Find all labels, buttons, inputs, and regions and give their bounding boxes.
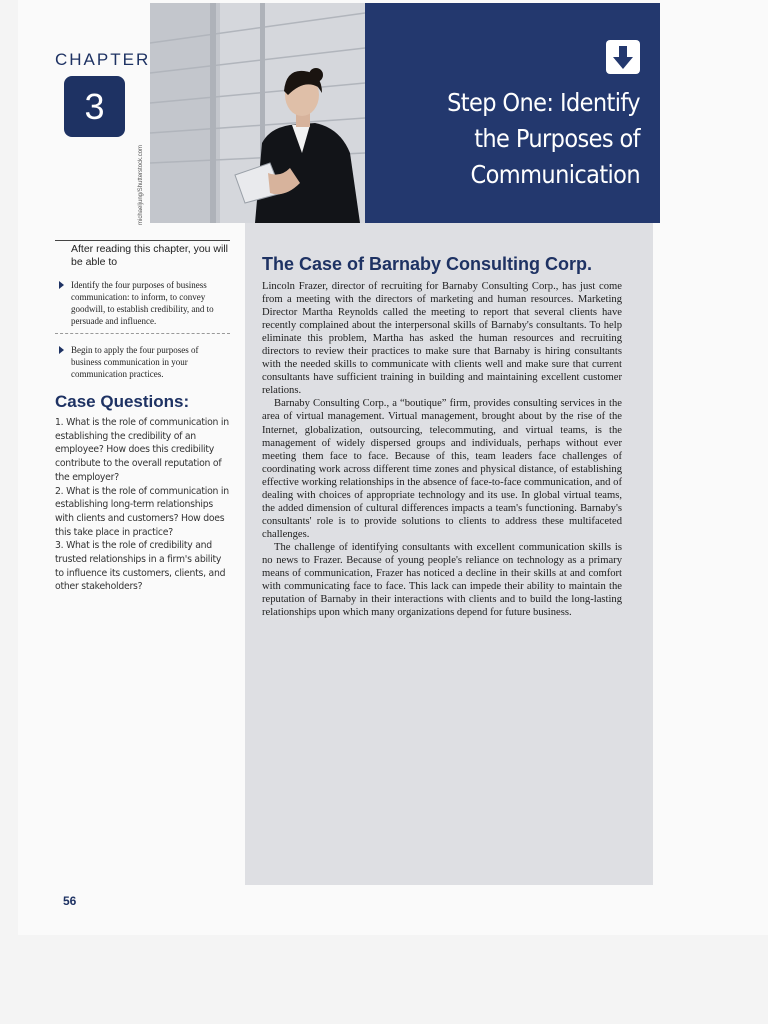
case-paragraph: Lincoln Frazer, director of recruiting for Barnaby Consulting Corp., has just come from a meeting with the directors of marketing and human resources. Marketing Director Martha Reynolds called the meeting to report that several clients have recently complained about the interpersonal skills of Barnaby's consultants. To help eliminate this problem, Martha has asked the human resources and recruiting directors to review their practices to make sure that Barnaby is hiring consultants with the needed skills to communicate with clients well and make sure that current consultants have sufficient training in building and maintaining excellent customer relations. (262, 281, 622, 397)
case-question: 1. What is the role of communication in establishing the credibility of an employee? How does this credibility contribute to the overall reputation of the employer? (55, 417, 229, 483)
chapter-title-line: Step One: Identify (447, 88, 640, 117)
case-title: The Case of Barnaby Consulting Corp. (262, 254, 593, 274)
triangle-bullet-icon (59, 281, 64, 289)
case-body (262, 280, 622, 619)
case-paragraph: The challenge of identifying consultants with excellent communication skills is no news to Frazer. Because of young people's reliance on technology as a primary means of communication, Frazer has noticed a decline in their skills at and comfort with communicating face to face. This lack can impede their ability to maintain the reputation of Barnaby in their interactions with clients and to build the long-lasting relationships upon which many organizations depend for future business. (262, 541, 622, 619)
chapter-number-badge: 3 (64, 76, 125, 137)
objectives-list (55, 279, 230, 386)
chapter-title-line: the Purposes of (474, 124, 640, 153)
case-questions-heading: Case Questions: (55, 392, 190, 411)
case-question: 2. What is the role of communication in establishing long-term relationships with clients and customers? How does this take place in practice? (55, 485, 229, 538)
objective-item (55, 279, 230, 334)
chapter-sidebar (55, 240, 230, 594)
photo-credit (138, 217, 144, 225)
triangle-bullet-icon (59, 346, 64, 354)
chapter-label: CHAPTER (55, 50, 151, 69)
page-number: 56 (63, 894, 77, 908)
case-paragraph: Barnaby Consulting Corp., a “boutique” firm, provides consulting services in the area of virtual management. Virtual management, brought about by the rise of the Internet, globalization, outsourcing, telecommuting, and virtual teams, is the management of widely dispersed groups and individuals, perhaps without ever meeting them face to face. Because of this, team leaders face challenges of coordinating work across different time zones and physical distance, of establishing effective working relationships in the absence of face-to-face communication, and of dealing with choices of appropriate technology and its use. In global virtual teams, the added dimension of cultural differences impacts a team's functioning. Barnaby's consultants' role is to provide solutions to clients to address these multifaceted challenges. (262, 398, 622, 540)
objective-text: Begin to apply the four purposes of business communication in your communication practices. (71, 345, 199, 379)
objective-item (55, 344, 230, 386)
arrow-down-icon (606, 40, 640, 74)
objective-text: Identify the four purposes of business communication: to inform, to convey goodwill, to establish credibility, and to persuade and influence. (71, 280, 214, 326)
case-question: 3. What is the role of credibility and trusted relationships in a firm's ability to influence its customers, clients, and other stakeholders? (55, 540, 226, 593)
businesswoman-photo-illustration (150, 3, 365, 223)
chapter-title (380, 85, 640, 193)
objectives-intro: After reading this chapter, you will be able to (55, 240, 230, 269)
chapter-photo (150, 3, 365, 223)
chapter-title-line: Communication (470, 160, 640, 189)
